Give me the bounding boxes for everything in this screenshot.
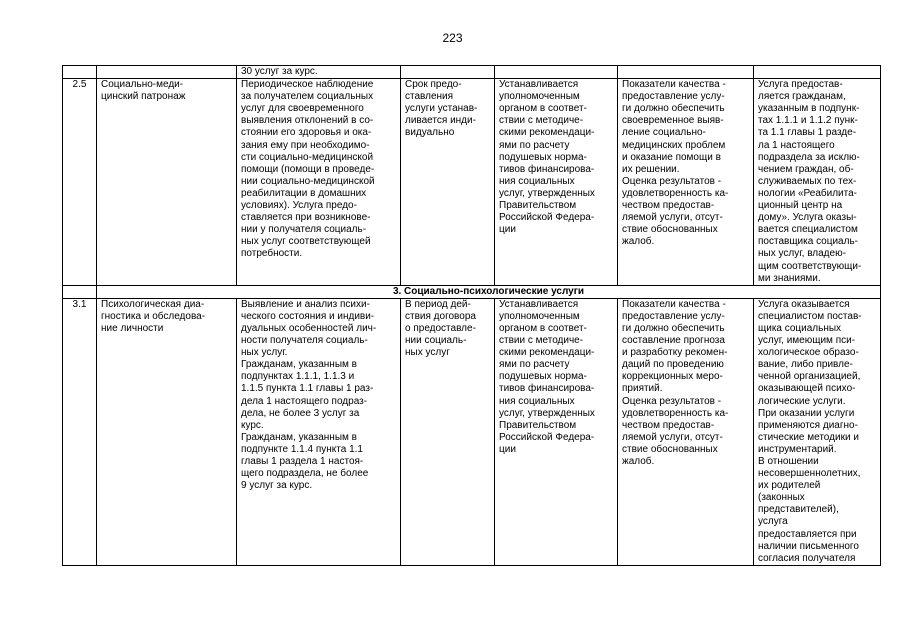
cell-number bbox=[63, 66, 97, 79]
cell-description: Периодическое наблюдение за получателем социальных услуг для своевременного выявления отклонений в со- стоянии его здоровья и ока- зания ему при необходимо- сти социально-медицинской помощи (помощи в проведе- нии социально-медицинской реабилитации в домашних условиях). Услуга предо- ставляется при возникнове- нии у получателя социаль- ных услуг соответствующей потребности. bbox=[237, 79, 401, 286]
cell-number: 3.1 bbox=[63, 298, 97, 565]
table-row bbox=[63, 298, 881, 565]
cell-tariff: Устанавливается уполномоченным органом в соответ- ствии с методиче- скими рекомендаци- ями по расчету подушевых норма- тивов финансирова- ния социальных услуг, утвержденных Правительством Российской Федера- ции bbox=[495, 79, 618, 286]
cell-tariff: Устанавливается уполномоченным органом в соответ- ствии с методиче- скими рекомендаци- ями по расчету подушевых норма- тивов финансирова- ния социальных услуг, утвержденных Правительством Российской Федера- ции bbox=[495, 298, 618, 565]
cell-tariff bbox=[495, 66, 618, 79]
cell-description: Выявление и анализ психи- ческого состояния и индиви- дуальных особенностей лич- ности получателя социаль- ных услуг. Гражданам, указанным в подпунктах 1.1.1, 1.1.3 и 1.1.5 пункта 1.1 главы 1 раз- дела 1 настоящего подраз- дела, не более 3 услуг за курс. Гражданам, указанным в подпункте 1.1.4 пункта 1.1 главы 1 раздела 1 настоя- щего подраздела, не более 9 услуг за курс. bbox=[237, 298, 401, 565]
section-heading-row bbox=[63, 285, 881, 298]
cell-number: 2.5 bbox=[63, 79, 97, 286]
cell-quality: Показатели качества - предоставление услу- ги должно обеспечить составление прогноза и разработку рекомен- даций по проведению коррекционных меро- приятий. Оценка результатов - удовлетворенность ка- чеством предостав- ляемой услуги, отсут- ствие обоснованных жалоб. bbox=[618, 298, 754, 565]
cell-conditions: Услуга предостав- ляется гражданам, указанным в подпунк- тах 1.1.1 и 1.1.2 пунк- та 1.1 главы 1 разде- ла 1 настоящего подраздела за исклю- чением граждан, об- служиваемых по тех- нологии «Реабилита- ционный центр на дому». Услуга оказы- вается специалистом поставщика социаль- ных услуг, владею- щим соответствующи- ми знаниями. bbox=[754, 79, 881, 286]
cell-term: Срок предо- ставления услуги устанав- ливается инди- видуально bbox=[401, 79, 495, 286]
cell-term: В период дей- ствия договора о предоставле- нии социаль- ных услуг bbox=[401, 298, 495, 565]
cell-service-name: Социально-меди- цинский патронаж bbox=[97, 79, 237, 286]
cell-conditions: Услуга оказывается специалистом постав- щика социальных услуг, имеющим пси- хологическое образо- вание, либо привле- ченной организацией, оказывающей психо- логические услуги. При оказании услуги применяются диагно- стические методики и инструментарий. В отношении несовершеннолетних, их родителей (законных представителей), услуга предоставляется при наличии письменного согласия получателя bbox=[754, 298, 881, 565]
cell-service-name bbox=[97, 66, 237, 79]
table-row bbox=[63, 79, 881, 286]
cell-description: 30 услуг за курс. bbox=[237, 66, 401, 79]
cell-quality bbox=[618, 66, 754, 79]
cell-term bbox=[401, 66, 495, 79]
page-number: 223 bbox=[442, 31, 463, 45]
cell-number bbox=[63, 285, 97, 298]
cell-quality: Показатели качества - предоставление услу- ги должно обеспечить своевременное выяв- ление социально- медицинских проблем и оказание помощи в их решении. Оценка результатов - удовлетворенность ка- чеством предостав- ляемой услуги, отсут- ствие обоснованных жалоб. bbox=[618, 79, 754, 286]
section-title: 3. Социально-психологические услуги bbox=[97, 285, 881, 298]
services-table bbox=[62, 65, 881, 566]
cell-conditions bbox=[754, 66, 881, 79]
cell-service-name: Психологическая диа- гностика и обследова- ние личности bbox=[97, 298, 237, 565]
table-row-continuation bbox=[63, 66, 881, 79]
